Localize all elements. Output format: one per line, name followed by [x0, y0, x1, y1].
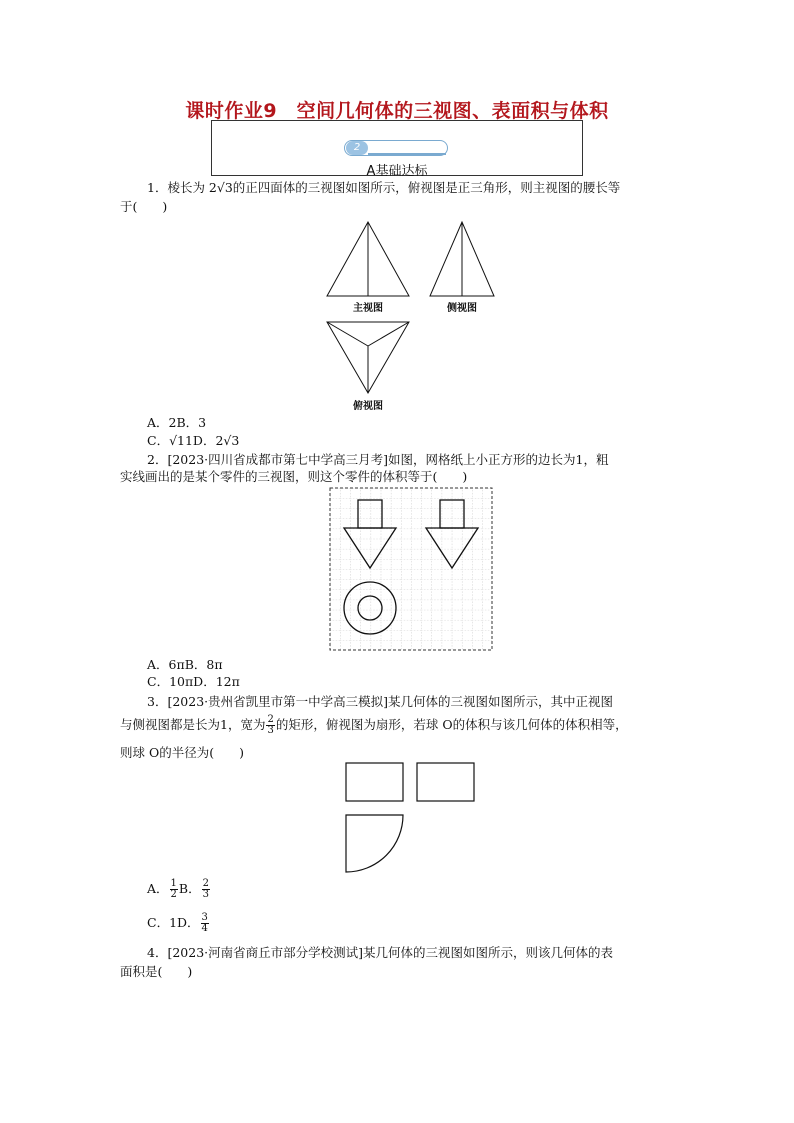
q3-optB-label: B．: [178, 881, 201, 896]
q3-optA-frac: [170, 879, 178, 900]
q3-front-view: [346, 763, 403, 801]
q3-optD-den: 4: [201, 923, 208, 934]
q3-optB-frac: [202, 879, 210, 900]
q1-caption-top: 俯视图: [353, 401, 383, 412]
q3-fraction-num: 2: [267, 714, 274, 725]
q1-caption-side: 侧视图: [447, 303, 477, 314]
q3-options-line2: [147, 910, 210, 936]
q3-optB-den: 3: [202, 889, 209, 900]
q3-optD-num: 3: [201, 912, 208, 923]
section-label: A基础达标: [366, 164, 428, 179]
q3-optD-frac: [201, 913, 209, 934]
q3-stem-line1: 3．[2023·贵州省凯里市第一中学高三模拟]某几何体的三视图如图所示，其中正视图: [147, 694, 613, 709]
q2-stem-line1: 2．[2023·四川省成都市第七中学高三月考]如图，网格纸上小正方形的边长为1，粗: [147, 452, 609, 467]
q3-fraction-den: 3: [267, 725, 274, 736]
q3-optC-label: C．1D．: [147, 915, 200, 930]
q1-stem-line1: 1．棱长为 2√3的正四面体的三视图如图所示，俯视图是正三角形，则主视图的腰长等: [147, 180, 621, 195]
q3-options-line1: [147, 876, 211, 902]
q1-caption-front: 主视图: [353, 303, 383, 314]
q3-side-view: [417, 763, 474, 801]
q2-options-line1: A．6πB．8π: [147, 657, 223, 672]
q4-stem-line1: 4．[2023·河南省商丘市部分学校测试]某几何体的三视图如图所示，则该几何体的表: [147, 945, 613, 960]
q3-stem-line3: 则球 O的半径为( ): [120, 745, 244, 760]
q2-stem-line2: 实线画出的是某个零件的三视图，则这个零件的体积等于( ): [120, 469, 468, 484]
section-number-badge: 2: [346, 141, 368, 155]
q3-optA-den: 2: [170, 889, 177, 900]
q1-options-line2: C．√11D．2√3: [147, 433, 240, 448]
q3-optA-num: 1: [170, 878, 177, 889]
q3-optB-num: 2: [202, 878, 209, 889]
q3-top-view-sector: [346, 815, 403, 872]
page-title: 课时作业9 空间几何体的三视图、表面积与体积: [185, 100, 609, 122]
q1-options-line1: A．2B．3: [147, 415, 207, 430]
q3-stem-line2-prefix: 与侧视图都是长为1，宽为: [120, 717, 266, 732]
q4-stem-line2: 面积是( ): [120, 964, 193, 979]
q2-options-line2: C．10πD．12π: [147, 674, 240, 689]
q1-stem-line2: 于( ): [120, 199, 168, 214]
q3-optA-label: A．: [147, 881, 169, 896]
q3-stem-line2-suffix: 的矩形，俯视图为扇形，若球 O的体积与该几何体的体积相等，: [275, 717, 628, 732]
